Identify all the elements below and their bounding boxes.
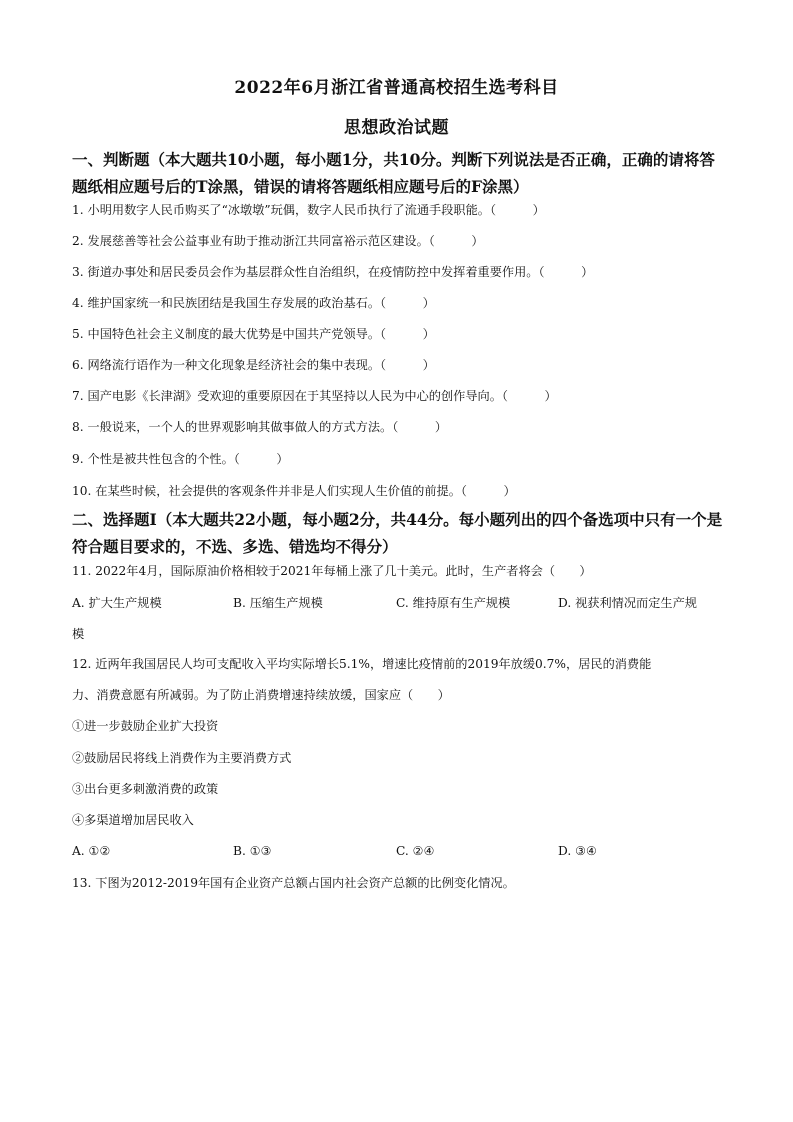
question-11-option-d-wrap: 模 [72,627,85,641]
question-11-option-a: A. 扩大生产规模 [72,596,162,610]
question-11-option-b: B. 压缩生产规模 [233,596,323,610]
question-12-option-c: C. ②④ [396,844,435,858]
question-12-item-2: ②鼓励居民将线上消费作为主要消费方式 [72,751,292,765]
question-12-option-a: A. ①② [72,844,111,858]
exam-subtitle: 思想政治试题 [344,118,449,138]
question-12-item-1: ①进一步鼓励企业扩大投资 [72,719,219,733]
question-12-item-3: ③出台更多刺激消费的政策 [72,782,219,796]
question-12-item-4: ④多渠道增加居民收入 [72,813,194,827]
question-8: 8. 一般说来，一个人的世界观影响其做事做人的方式方法。（ ） [72,420,448,434]
question-12-stem-line2: 力、消费意愿有所减弱。为了防止消费增速持续放缓，国家应（ ） [72,688,450,702]
question-9: 9. 个性是被共性包含的个性。（ ） [72,452,289,466]
question-1: 1. 小明用数字人民币购买了“冰墩墩”玩偶，数字人民币执行了流通手段职能。（ ） [72,203,545,217]
question-3: 3. 街道办事处和居民委员会作为基层群众性自治组织，在疫情防控中发挥着重要作用。（ ） [72,265,594,279]
question-4: 4. 维护国家统一和民族团结是我国生存发展的政治基石。（ ） [72,296,435,310]
question-7: 7. 国产电影《长津湖》受欢迎的重要原因在于其坚持以人民为中心的创作导向。（ ） [72,389,557,403]
question-6: 6. 网络流行语作为一种文化现象是经济社会的集中表现。（ ） [72,358,435,372]
question-10: 10. 在某些时候，社会提供的客观条件并非是人们实现人生价值的前提。（ ） [72,484,516,498]
question-5: 5. 中国特色社会主义制度的最大优势是中国共产党领导。（ ） [72,327,435,341]
question-12-option-b: B. ①③ [233,844,272,858]
section1-header: 一、判断题（本大题共10小题，每小题1分，共10分。判断下列说法是否正确，正确的请将答题纸相应题号后的T涂黑，错误的请将答题纸相应题号后的F涂黑） [72,150,715,196]
exam-title: 2022年6月浙江省普通高校招生选考科目 [234,78,559,98]
question-13-stem: 13. 下图为2012-2019年国有企业资产总额占国内社会资产总额的比例变化情况。 [72,876,515,890]
section2-header: 二、选择题Ⅰ（本大题共22小题，每小题2分，共44分。每小题列出的四个备选项中只有一个是符合题目要求的，不选、多选、错选均不得分） [72,510,723,556]
question-12-stem-line1: 12. 近两年我国居民人均可支配收入平均实际增长5.1%，增速比疫情前的2019年放缓0.7%，居民的消费能 [72,657,652,671]
question-11-option-c: C. 维持原有生产规模 [396,596,511,610]
question-2: 2. 发展慈善等社会公益事业有助于推动浙江共同富裕示范区建设。（ ） [72,234,484,248]
question-12-option-d: D. ③④ [558,844,597,858]
question-11-option-d: D. 视获利情况而定生产规 [558,596,697,610]
question-11-stem: 11. 2022年4月，国际原油价格相较于2021年每桶上涨了几十美元。此时，生产者将会（ ） [72,564,592,578]
